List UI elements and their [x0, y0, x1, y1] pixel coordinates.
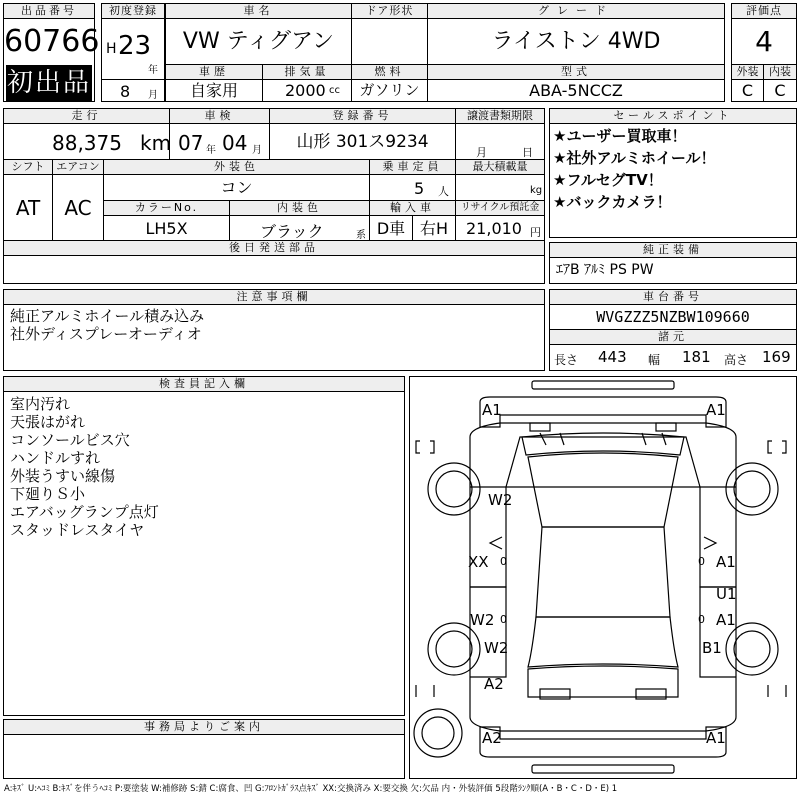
door-label: ドア形状 — [352, 4, 428, 19]
chassis-label: 車台番号 — [550, 290, 796, 305]
fuel-value: ガソリン — [352, 80, 428, 101]
sales-point-item: ★ユーザー買取車！ — [553, 127, 687, 145]
front-bumper-bar — [532, 381, 674, 389]
sales-point-item: ★フルセグTV！ — [553, 171, 663, 189]
history-label: 車歴 — [166, 65, 263, 80]
shift-value: AT — [4, 175, 53, 241]
hood — [506, 437, 700, 487]
int-color-unit: 系 — [356, 230, 366, 241]
diag-left-mid: XX — [468, 553, 489, 571]
interior-grade: C — [774, 81, 786, 100]
diag-left-front-door: W2 — [488, 491, 513, 509]
grade-label: グレード — [428, 4, 724, 19]
capacity-unit: 人 — [438, 185, 449, 198]
first-reg-box — [101, 3, 165, 102]
diag-right-mid-1: A1 — [716, 553, 736, 571]
mileage-label: 走行 — [4, 109, 170, 124]
inspection-label: 車検 — [170, 109, 270, 124]
height-value: 169 — [762, 348, 791, 366]
bracket-right-bot — [768, 685, 786, 697]
rear-bumper-bar — [532, 765, 674, 773]
int-color-label: 内装色 — [230, 201, 370, 216]
recycle-value: 21,010 — [466, 219, 522, 238]
equipment-label: 純正装備 — [550, 243, 796, 258]
ac-label: エアコン — [53, 160, 104, 175]
diag-zero-right-mid: 0 — [698, 555, 705, 568]
ac-value: AC — [53, 175, 104, 241]
diag-rear-right: A1 — [706, 729, 726, 747]
trunk — [528, 666, 678, 697]
capacity-label: 乗車定員 — [370, 160, 456, 175]
length-value: 443 — [598, 348, 627, 366]
width-value: 181 — [682, 348, 711, 366]
int-color-value: ブラック — [260, 222, 324, 241]
displacement-unit: cc — [329, 85, 340, 96]
shift-label: シフト — [4, 160, 53, 175]
diag-left-rear-1: W2 — [470, 611, 495, 629]
color-label: 外装色 — [104, 160, 370, 175]
equipment-value: ｴｱB ｱﾙﾐ PS PW — [556, 262, 654, 278]
inspection-month: 04 — [222, 131, 248, 155]
bracket-left-bot — [416, 685, 434, 697]
import-label: 輸入車 — [370, 201, 456, 216]
transfer-cell — [456, 124, 544, 160]
diag-left-bottom: A2 — [484, 675, 504, 693]
wheel-rear-left-inner — [436, 631, 472, 667]
displacement-label: 排気量 — [263, 65, 352, 80]
grille-slat — [642, 433, 646, 445]
displacement-value: 2000 — [285, 81, 326, 100]
year-unit: 年 — [148, 65, 158, 76]
color-no-value: LH5X — [104, 216, 230, 241]
reg-number: 山形 301ス9234 — [270, 124, 456, 160]
car-body-outline — [470, 423, 736, 731]
inspector-line: エアバッグランプ点灯 — [10, 503, 159, 521]
recycle-cell — [456, 216, 544, 241]
diag-left-rear-2: W2 — [484, 639, 509, 657]
capacity-value: 5 — [414, 179, 425, 198]
car-info-box — [165, 3, 725, 102]
load-label: 最大積載量 — [456, 160, 544, 175]
notes-box — [3, 289, 545, 371]
length-label: 長さ — [554, 353, 579, 367]
inspector-label: 検査員記入欄 — [4, 377, 404, 392]
inspector-line: 外装うすい線傷 — [10, 467, 116, 485]
wheel-rear-right-inner — [734, 631, 770, 667]
car-diagram — [410, 377, 796, 778]
grade-value: ライストン 4WD — [428, 19, 724, 65]
sales-points-label: セールスポイント — [550, 109, 796, 124]
color-no-label: カラーNo. — [104, 201, 230, 216]
wheel-front-left-inner — [436, 471, 472, 507]
inspector-line: ハンドルすれ — [10, 449, 101, 467]
diag-right-mid-2: U1 — [716, 585, 737, 603]
spec-box — [3, 108, 545, 284]
reg-label: 登録番号 — [270, 109, 456, 124]
front-light-right — [656, 423, 676, 431]
inspector-line: 室内汚れ — [10, 395, 71, 413]
cabin — [536, 527, 670, 617]
load-cell — [456, 175, 544, 201]
transfer-label: 譲渡書類期限 — [456, 109, 544, 124]
diag-rear-left: A2 — [482, 729, 502, 747]
inspector-line: 下廻りＳ小 — [10, 485, 86, 503]
inspector-line: 天張はがれ — [10, 413, 86, 431]
sales-points-box — [549, 108, 797, 238]
diag-zero-right-rear: 0 — [698, 613, 705, 626]
diag-right-mid-3: A1 — [716, 611, 736, 629]
sales-point-item: ★社外アルミホイール！ — [553, 149, 716, 167]
fuel-label: 燃料 — [352, 65, 428, 80]
legend-text: A:ｷｽﾞ U:ﾍｺﾐ B:ｷｽﾞを伴うﾍｺﾐ P:要塗装 W:補修跡 S:錆 C:腐食、凹 G:ﾌﾛﾝﾄｶﾞﾗｽ点ｷｽﾞ XX:交換済み X:要交換 欠:欠品 内・外装評価 5段階ﾗﾝｸ順(A・B・C・D・E) 1 — [4, 784, 618, 794]
int-color-cell — [230, 216, 370, 241]
right-front-door — [700, 487, 736, 587]
office-label: 事務局よりご案内 — [4, 720, 404, 735]
first-reg-year: 23 — [118, 31, 152, 61]
first-listing-badge: 初出品 — [6, 65, 92, 101]
model-label: 型式 — [428, 65, 724, 80]
wheel-front-right-inner — [734, 471, 770, 507]
lot-label: 出品番号 — [4, 4, 94, 19]
diag-front-left: A1 — [482, 401, 502, 419]
car-name-label: 車名 — [166, 4, 352, 19]
score-label: 評価点 — [732, 4, 796, 19]
roof — [528, 453, 678, 527]
mileage-value: 88,375 — [52, 131, 122, 155]
height-label: 高さ — [724, 353, 749, 367]
inspection-year: 07 — [178, 131, 204, 155]
windshield — [522, 433, 684, 455]
mirror-right — [704, 537, 716, 549]
notes-label: 注意事項欄 — [4, 290, 544, 305]
dims-label: 諸元 — [550, 330, 796, 345]
lot-box — [3, 3, 100, 102]
inspection-year-unit: 年 — [206, 145, 216, 156]
exterior-grade: C — [732, 80, 764, 101]
capacity-cell — [370, 175, 456, 201]
lot-number: 60766 — [4, 24, 100, 59]
exterior-label: 外装 — [732, 65, 764, 80]
transfer-day-unit: 日 — [522, 146, 533, 159]
inspector-line: スタッドレスタイヤ — [10, 521, 145, 539]
interior-label: 内装 — [764, 65, 796, 80]
notes-line: 純正アルミホイール積み込み — [10, 307, 205, 325]
recycle-unit: 円 — [530, 226, 541, 239]
era: H — [106, 41, 117, 57]
first-reg-label: 初度登録 — [102, 4, 164, 19]
inspector-line: コンソールビス穴 — [10, 431, 130, 449]
bracket-right-top — [768, 441, 786, 453]
color-value: コン — [104, 175, 370, 201]
inspection-cell — [170, 124, 270, 160]
later-parts-value — [4, 256, 544, 283]
month-unit: 月 — [148, 90, 158, 101]
inspector-box — [3, 376, 405, 716]
bracket-left-top — [416, 441, 434, 453]
diag-zero-left-mid: 0 — [500, 555, 507, 568]
width-label: 幅 — [648, 353, 661, 367]
spare-tire — [414, 709, 462, 757]
chassis-number: WVGZZZ5NZBW109660 — [550, 305, 796, 330]
history-value: 自家用 — [166, 80, 263, 101]
steering-value: 右H — [413, 216, 456, 241]
transfer-month-unit: 月 — [476, 146, 487, 159]
diag-zero-left-rear-1: 0 — [500, 613, 507, 626]
grille-slat — [560, 433, 564, 445]
car-diagram-box — [409, 376, 797, 779]
sales-point-item: ★バックカメラ！ — [553, 193, 672, 211]
diag-front-right: A1 — [706, 401, 726, 419]
mileage-unit: km — [140, 131, 172, 155]
rear-window — [528, 617, 678, 667]
diag-right-rear: B1 — [702, 639, 722, 657]
car-name: VW ティグアン — [166, 19, 352, 65]
load-unit: kg — [530, 185, 543, 196]
front-light-left — [530, 423, 550, 431]
notes-line: 社外ディスプレーオーディオ — [10, 325, 202, 343]
displacement-cell — [263, 80, 352, 101]
mileage-cell — [4, 124, 170, 160]
mirror-left — [490, 537, 502, 549]
office-box — [3, 719, 405, 779]
equipment-box — [549, 242, 797, 284]
inspection-month-unit: 月 — [252, 145, 262, 156]
chassis-box — [549, 289, 797, 371]
spare-tire-inner — [422, 717, 454, 749]
import-value: D車 — [370, 216, 413, 241]
later-parts-label: 後日発送部品 — [4, 241, 544, 256]
first-reg-month: 8 — [120, 82, 131, 101]
score-value: 4 — [732, 19, 796, 65]
score-box — [731, 3, 797, 102]
model-value: ABA-5NCCZ — [529, 81, 623, 100]
recycle-label: リサイクル預託金 — [456, 201, 544, 216]
door-value — [352, 19, 428, 65]
